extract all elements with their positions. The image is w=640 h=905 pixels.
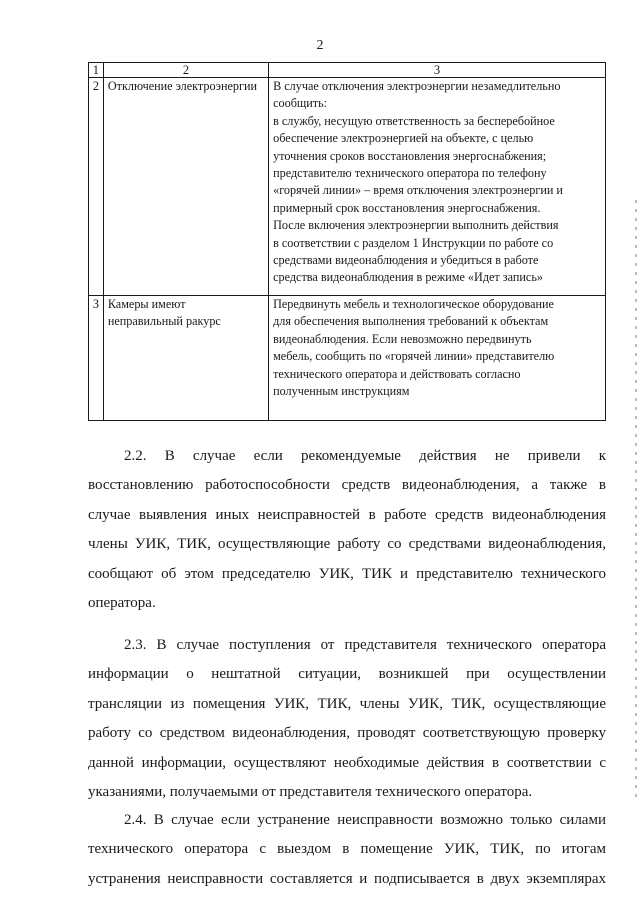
instructions-table <box>88 62 606 421</box>
action-line: в службу, несущую ответственность за бесперебойное <box>273 113 555 128</box>
paragraph-line: информации о нештатной ситуации, возникшей при осуществлении <box>88 666 606 683</box>
paragraph-line: случае выявления иных неисправностей в работе средств видеонаблюдения <box>88 506 606 523</box>
paragraph-line: 2.2. В случае если рекомендуемые действия не привели к <box>124 448 606 464</box>
action-line: представителю технического оператора по телефону <box>273 166 547 181</box>
action-line: В случае отключения электроэнергии незамедлительно <box>273 79 561 93</box>
action-line: После включения электроэнергии выполнить действия <box>273 218 559 233</box>
action-cell <box>269 296 606 421</box>
table-header-row <box>89 63 606 78</box>
action-line: сообщить: <box>273 96 328 111</box>
paragraph-line: данной информации, осуществляют необходимые действия в соответствии с <box>88 754 606 771</box>
situation-cell <box>103 296 268 421</box>
paragraph-line: 2.3. В случае поступления от представителя технического оператора <box>124 637 606 653</box>
action-line: примерный срок восстановления энергоснабжения. <box>273 200 541 215</box>
paragraph-line: устранения неисправности составляется и подписывается в двух экземплярах <box>88 870 606 887</box>
paragraph-line: восстановлению работоспособности средств видеонаблюдения, а также в <box>88 477 606 494</box>
table-header-cell: 2 <box>103 63 268 78</box>
paragraph-line: сообщают об этом председателю УИК, ТИК и представителю технического <box>88 565 606 582</box>
paragraph-line: оператора. <box>88 594 156 611</box>
action-line: в соответствии с разделом 1 Инструкции по работе со <box>273 235 554 250</box>
paragraph-line: трансляции из помещения УИК, ТИК, члены УИК, ТИК, осуществляющие <box>88 695 606 712</box>
action-line: уточнения сроков восстановления энергоснабжения; <box>273 148 547 163</box>
action-line: для обеспечения выполнения требований к объектам <box>273 314 549 329</box>
situation-line: неправильный ракурс <box>107 314 221 329</box>
row-number: 2 <box>89 78 104 296</box>
action-line: мебель, сообщить по «горячей линии» представителю <box>273 349 555 364</box>
scan-edge-mark <box>635 200 637 800</box>
paragraph-line: указаниями, получаемыми от представителя технического оператора. <box>88 783 533 800</box>
action-line: технического оператора и действовать согласно <box>273 366 521 381</box>
situation-line: Камеры имеют <box>107 297 186 311</box>
action-cell <box>269 78 606 296</box>
table-header-cell: 1 <box>89 63 104 78</box>
paragraph-2-4 <box>88 806 606 894</box>
table-header-cell: 3 <box>269 63 606 78</box>
paragraph-2-3 <box>88 631 606 807</box>
action-line: «горячей линии» – время отключения электроэнергии и <box>273 183 563 198</box>
action-line: полученным инструкциям <box>273 384 410 399</box>
table-row <box>89 78 606 296</box>
action-line: Передвинуть мебель и технологическое оборудование <box>273 297 554 311</box>
situation-cell: Отключение электроэнергии <box>103 78 268 296</box>
paragraph-line: работу со средством видеонаблюдения, проводят соответствующую проверку <box>88 725 606 742</box>
paragraph-line: технического оператора с выездом в помещение УИК, ТИК, по итогам <box>88 841 606 858</box>
action-line: видеонаблюдения. Если невозможно передвинуть <box>273 331 532 346</box>
paragraph-line: члены УИК, ТИК, осуществляющие работу со средствами видеонаблюдения, <box>88 536 606 553</box>
action-line: средствами видеонаблюдения и убедиться в работе <box>273 253 539 268</box>
row-number: 3 <box>89 296 104 421</box>
table-row <box>89 296 606 421</box>
paragraph-line: 2.4. В случае если устранение неисправности возможно только силами <box>124 812 606 828</box>
action-line: средства видеонаблюдения в режиме «Идет запись» <box>273 270 543 285</box>
paragraph-2-2 <box>88 442 606 618</box>
page-number: 2 <box>316 38 324 53</box>
action-line: обеспечение электроэнергией на объекте, с целью <box>273 131 534 146</box>
